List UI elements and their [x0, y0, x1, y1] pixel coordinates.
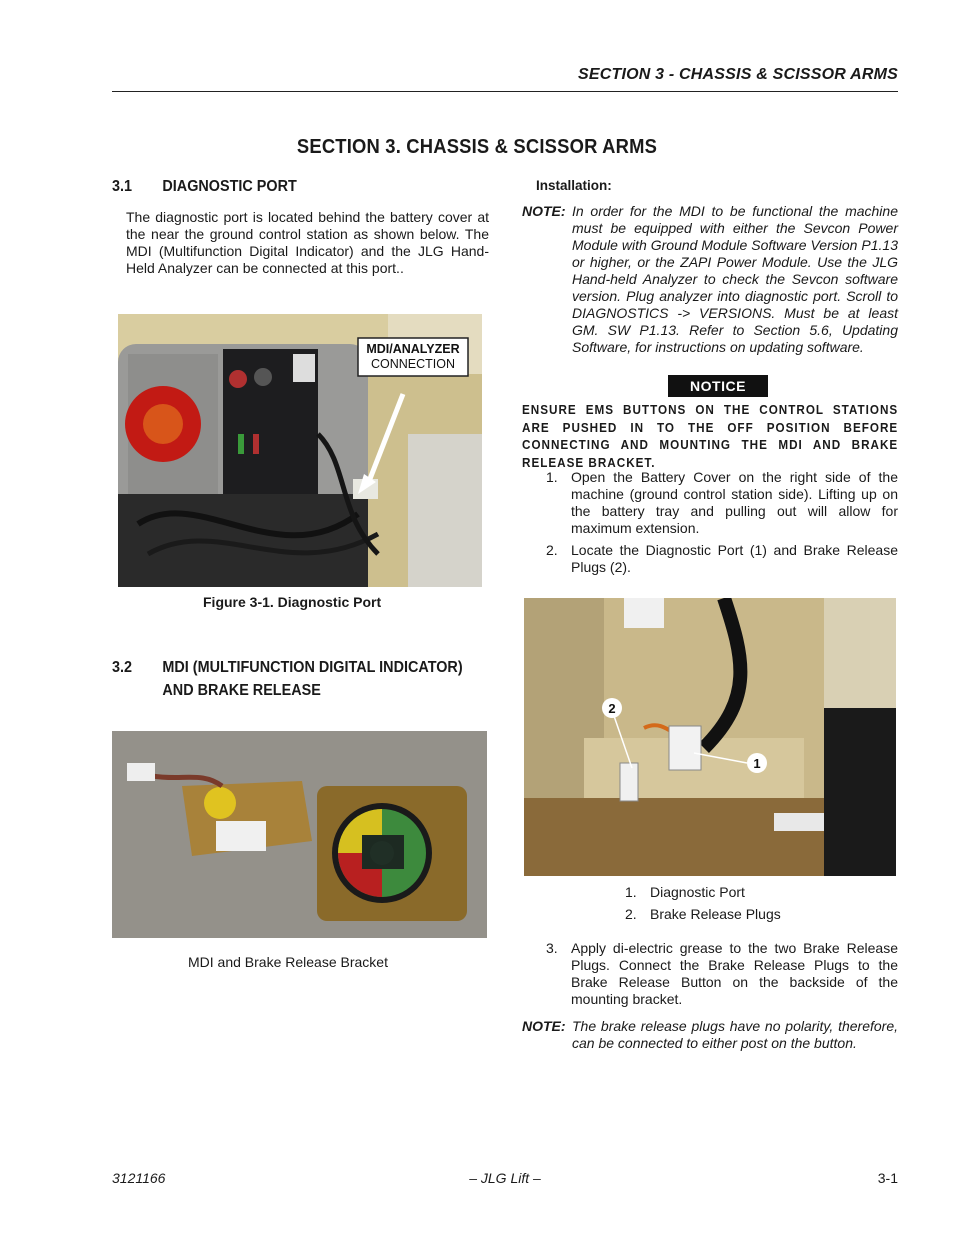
note-text: In order for the MDI to be functional the machine must be equipped with either the Sevcon Power Module with Ground Module Software Version P1.13 or higher, or the ZAPI Power Module. Use the JLG Hand-held Analyzer to check the Sevcon software version. Plug analyzer into diagnostic port. Scroll to DIAGNOSTICS -> VERSIONS. Must be at least GM. SW P1.13. Refer to Section 5.6, Updating Software, for instructions on updating software.: [572, 203, 898, 355]
step-text: Locate the Diagnostic Port (1) and Brake Release Plugs (2).: [571, 542, 898, 575]
step-number: 3.: [546, 940, 558, 956]
legend-text: Brake Release Plugs: [650, 906, 781, 922]
footer-page-number: 3-1: [877, 1170, 898, 1186]
legend-number: 2.: [625, 906, 637, 922]
note-label: NOTE:: [522, 1018, 566, 1034]
figure-caption-mdi: MDI and Brake Release Bracket: [188, 954, 388, 970]
list-item: [546, 469, 898, 539]
step-number: 2.: [546, 542, 558, 558]
notice-text: ENSURE EMS BUTTONS ON THE CONTROL STATIONS ARE PUSHED IN TO THE OFF POSITION BEFORE CONNECTING AND MOUNTING THE MDI AND BRAKE RELEASE BRACKET.: [522, 402, 899, 470]
heading-number: 3.1: [112, 178, 133, 195]
header-rule: [112, 91, 898, 92]
heading-text-line1: MDI (MULTIFUNCTION DIGITAL INDICATOR): [162, 659, 463, 676]
figure-caption-3-1: Figure 3-1. Diagnostic Port: [203, 594, 382, 610]
legend-item: [625, 906, 637, 923]
diagnostic-port-paragraph: The diagnostic port is located behind the battery cover at the near the ground control station as shown below. The MDI (Multifunction Digital Indicator) and the JLG Hand-Held Analyzer can be connected at this port..: [126, 209, 489, 276]
list-item: [546, 940, 898, 1010]
installation-label: Installation:: [536, 178, 612, 193]
section-title: SECTION 3. CHASSIS & SCISSOR ARMS: [296, 136, 658, 158]
footer-doc-number: 3121166: [112, 1170, 166, 1186]
footer-center: – JLG Lift –: [469, 1170, 541, 1186]
figure-callout-line1: MDI/ANALYZER: [366, 342, 460, 356]
heading-3-1: [112, 178, 297, 196]
heading-text: DIAGNOSTIC PORT: [162, 178, 297, 195]
note-text: The brake release plugs have no polarity, therefore, can be connected to either post on the button.: [572, 1018, 898, 1051]
figure-callout-line2: CONNECTION: [370, 357, 456, 371]
legend-item: [625, 884, 637, 901]
heading-3-2: [112, 656, 463, 702]
step-text: Apply di-electric grease to the two Brake Release Plugs. Connect the Brake Release Plugs to the Brake Release Button on the backside of the mounting bracket.: [571, 940, 898, 1007]
list-item: [546, 542, 898, 578]
mdi-bracket-photo: [112, 731, 487, 938]
legend-number: 1.: [625, 884, 637, 900]
running-header: SECTION 3 - CHASSIS & SCISSOR ARMS: [577, 66, 898, 83]
heading-text-line2: AND BRAKE RELEASE: [162, 682, 321, 699]
note-label: NOTE:: [522, 203, 566, 219]
callout-1: 1: [753, 756, 761, 771]
diagnostic-plugs-photo: [524, 598, 896, 876]
diagnostic-port-photo: [118, 314, 482, 587]
callout-2: 2: [608, 701, 616, 716]
step-text: Open the Battery Cover on the right side of the machine (ground control station side). Lifting up on the battery tray and pulling out will allow for maximum extension.: [571, 469, 898, 536]
legend-text: Diagnostic Port: [650, 884, 745, 900]
step-number: 1.: [546, 469, 558, 485]
notice-badge: NOTICE: [668, 375, 768, 397]
heading-number: 3.2: [112, 659, 133, 676]
